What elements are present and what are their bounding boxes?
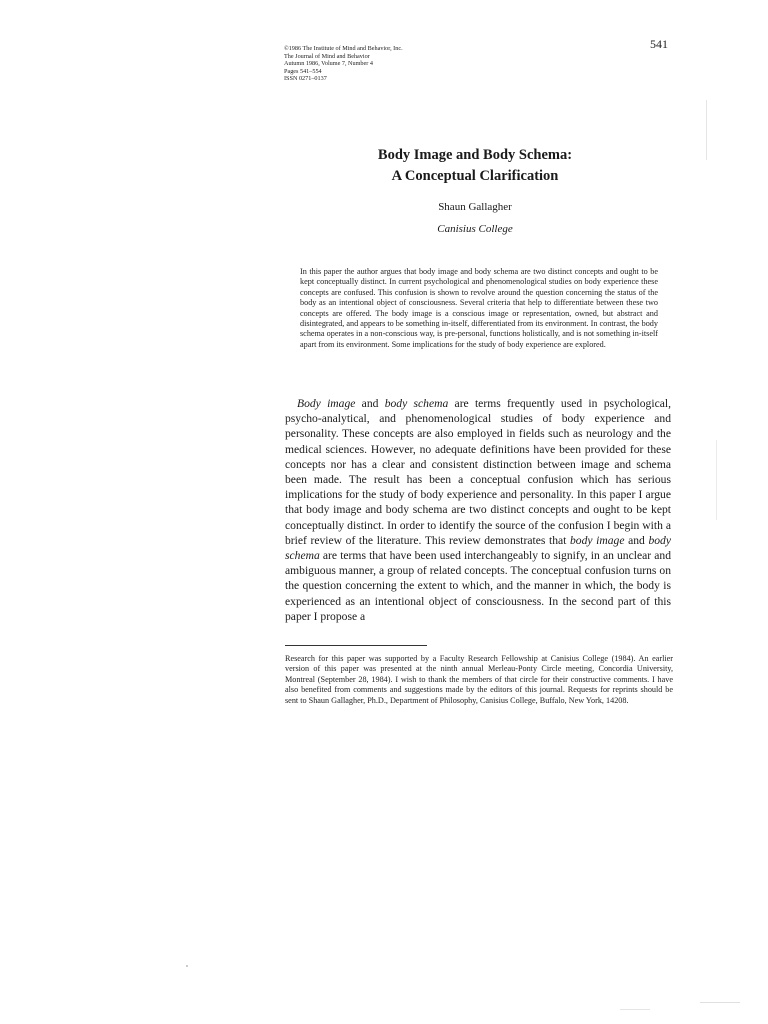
masthead-journal: The Journal of Mind and Behavior [284,52,370,60]
footnote: Research for this paper was supported by a Faculty Research Fellowship at Canisius College (1984). An earlier version of this paper was presented at the ninth annual Merleau-Ponty Circle meeting, Concordia University, Montreal (September 28, 1984). I wish to thank the members of that circle for their constructive comments. I have also benefited from comments and suggestions made by the editors of this journal. Requests for reprints should be sent to Shaun Gallagher, Ph.D., Department of Philosophy, Canisius College, Buffalo, New York, 14208. [285,654,673,705]
journal-masthead [284,45,524,83]
term-body-image: Body image [297,397,356,410]
scan-artifact [706,100,707,160]
masthead-issn: ISSN 0271–0137 [284,75,327,83]
masthead-issue: Autumn 1986, Volume 7, Number 4 [284,60,373,68]
page-number: 541 [650,37,668,51]
masthead-pages: Pages 541–554 [284,67,322,75]
scan-artifact [620,1009,650,1010]
body-paragraph [285,396,671,624]
masthead-copyright: ©1986 The Institute of Mind and Behavior, Inc. [284,45,403,52]
body-text-part-1: are terms frequently used in psychological, psycho-analytical, and phenomenological studies of body experience and personality. These concepts are also employed in fields such as neurology and the medical sciences. However, no adequate definitions have been provided for these concepts nor has a clear and consistent distinction between image and schema been made. The result has been a conceptual confusion which has serious implications for the study of body experience and personality. In this paper I argue that body image and body schema are two distinct concepts and ought to be kept conceptually distinct. In order to identify the source of the confusion I begin with a brief review of the literature. This review demonstrates that [285,397,671,547]
body-text-part-2: are terms that have been used interchangeably to signify, in an unclear and ambiguous manner, a group of related concepts. The conceptual confusion turns on the question concerning the extent to which, and the manner in which, the body is experienced as an intentional object of consciousness. In the second part of this paper I propose a [285,549,671,623]
article-title-line-1: Body Image and Body Schema: [377,147,573,163]
author-name: Shaun Gallagher [438,201,512,213]
footnote-divider [285,645,427,646]
scan-artifact [716,440,717,520]
term-body-schema: body schema [384,397,449,410]
scan-artifact [186,965,188,967]
body-connector-2: and [624,533,649,547]
term-body-image-2: body image [569,533,625,547]
abstract: In this paper the author argues that body image and body schema are two distinct concepts and ought to be kept conceptually distinct. In current psychological and phenomenological studies on body experience these concepts are confused. This confusion is shown to revolve around the question concerning the status of the body as an intentional object of consciousness. Several criteria that help to differentiate between these two concepts are offered. The body image is a conscious image or representation, owned, but abstract and disintegrated, and appears to be something in-itself, differentiated from its environment. In contrast, the body schema operates in a non-conscious way, is pre-personal, functions holistically, and is not something in-itself apart from its environment. Some implications for the study of body experience are explored. [300,267,658,349]
scan-artifact [700,1002,740,1003]
author-affiliation: Canisius College [437,223,513,235]
article-title-line-2: A Conceptual Clarification [391,168,559,184]
term-body-schema-2: body schema [285,533,671,563]
body-connector: and [355,397,385,410]
article-title [300,145,650,187]
